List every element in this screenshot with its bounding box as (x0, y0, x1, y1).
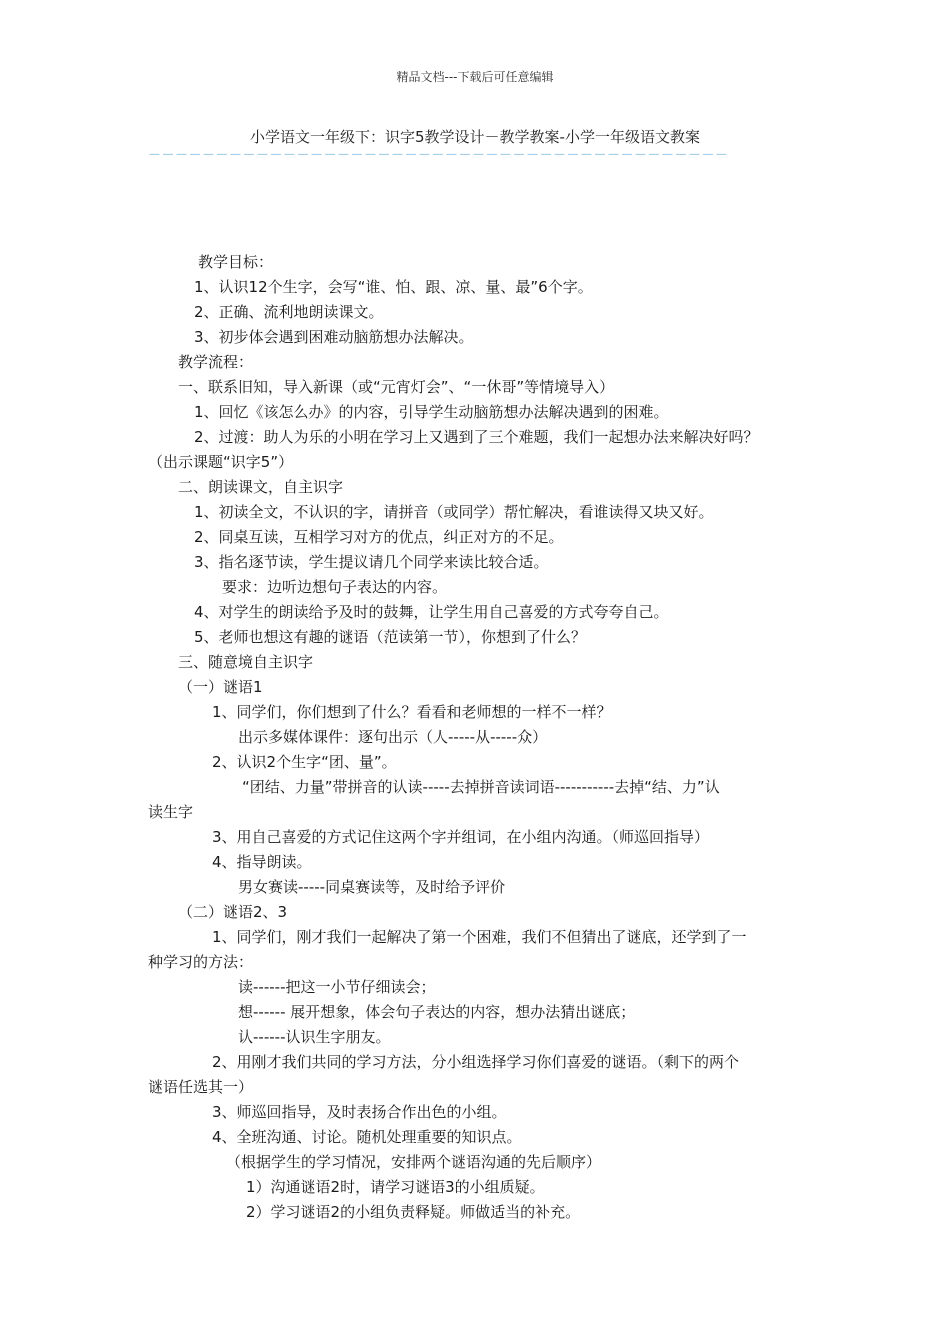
text-line: 1）沟通谜语2时，请学习谜语3的小组质疑。 (246, 1178, 545, 1196)
text-line: 2）学习谜语2的小组负责释疑。师做适当的补充。 (246, 1203, 581, 1221)
text-line: 3、指名逐节读，学生提议请几个同学来读比较合适。 (194, 553, 549, 571)
text-line: “团结、力量”带拼音的认读-----去掉拼音读词语-----------去掉“结、力”认 (242, 778, 720, 796)
text-line: 男女赛读-----同桌赛读等，及时给予评价 (238, 878, 506, 896)
text-line: 种学习的方法： (148, 953, 254, 971)
text-line: 4、对学生的朗读给予及时的鼓舞，让学生用自己喜爱的方式夸夸自己。 (194, 603, 669, 621)
text-line: 4、指导朗读。 (212, 853, 312, 871)
text-line: 3、师巡回指导，及时表扬合作出色的小组。 (212, 1103, 507, 1121)
text-line: 一、联系旧知，导入新课（或“元宵灯会”、“一休哥”等情境导入） (178, 378, 615, 396)
text-line: 想------ 展开想象，体会句子表达的内容，想办法猜出谜底； (238, 1003, 636, 1021)
text-line: 3、用自己喜爱的方式记住这两个字并组词，在小组内沟通。（师巡回指导） (212, 828, 710, 846)
text-line: 1、回忆《该怎么办》的内容，引导学生动脑筋想办法解决遇到的困难。 (194, 403, 669, 421)
text-line: （二）谜语2、3 (178, 903, 288, 921)
text-line: 1、认识12个生字，会写“谁、怕、跟、凉、量、最”6个字。 (194, 278, 593, 296)
text-line: 读生字 (148, 803, 194, 821)
text-line: （一）谜语1 (178, 678, 263, 696)
text-line: 认------认识生字朋友。 (238, 1028, 391, 1046)
text-line: 3、初步体会遇到困难动脑筋想办法解决。 (194, 328, 474, 346)
text-line: 二、朗读课文，自主识字 (178, 478, 344, 496)
text-line: 三、随意境自主识字 (178, 653, 314, 671)
text-line: 出示多媒体课件：逐句出示（人-----从-----众） (238, 728, 548, 746)
text-line: 5、老师也想这有趣的谜语（范读第一节），你想到了什么？ (194, 628, 587, 646)
title-underline: －－－－－－－－－－－－－－－－－－－－－－－－－－－－－－－－－－－－－－－－－－－ (148, 148, 729, 163)
text-line: 要求：边听边想句子表达的内容。 (222, 578, 448, 596)
text-line: 4、全班沟通、讨论。随机处理重要的知识点。 (212, 1128, 522, 1146)
text-line: （根据学生的学习情况，安排两个谜语沟通的先后顺序） (226, 1153, 602, 1171)
text-line: 1、同学们，刚才我们一起解决了第一个困难，我们不但猜出了谜底，还学到了一 (212, 928, 747, 946)
document-title: 小学语文一年级下：识字5教学设计－教学教案-小学一年级语文教案 (250, 128, 700, 146)
text-line: 读------把这一小节仔细读会； (238, 978, 436, 996)
text-line: 谜语任选其一） (148, 1078, 254, 1096)
text-line: 2、同桌互读，互相学习对方的优点，纠正对方的不足。 (194, 528, 564, 546)
text-line: 2、用刚才我们共同的学习方法，分小组选择学习你们喜爱的谜语。（剩下的两个 (212, 1053, 740, 1071)
text-line: 1、同学们，你们想到了什么？看看和老师想的一样不一样？ (212, 703, 612, 721)
text-line: 教学流程： (178, 353, 254, 371)
text-line: （出示课题“识字5”） (148, 453, 294, 471)
text-line: 2、认识2个生字“团、量”。 (212, 753, 397, 771)
text-line: 教学目标： (198, 253, 274, 271)
text-line: 1、初读全文，不认识的字，请拼音（或同学）帮忙解决，看谁读得又块又好。 (194, 503, 714, 521)
page-header-note: 精品文档---下载后可任意编辑 (396, 70, 554, 84)
text-line: 2、正确、流利地朗读课文。 (194, 303, 384, 321)
text-line: 2、过渡：助人为乐的小明在学习上又遇到了三个难题，我们一起想办法来解决好吗？ (194, 428, 759, 446)
